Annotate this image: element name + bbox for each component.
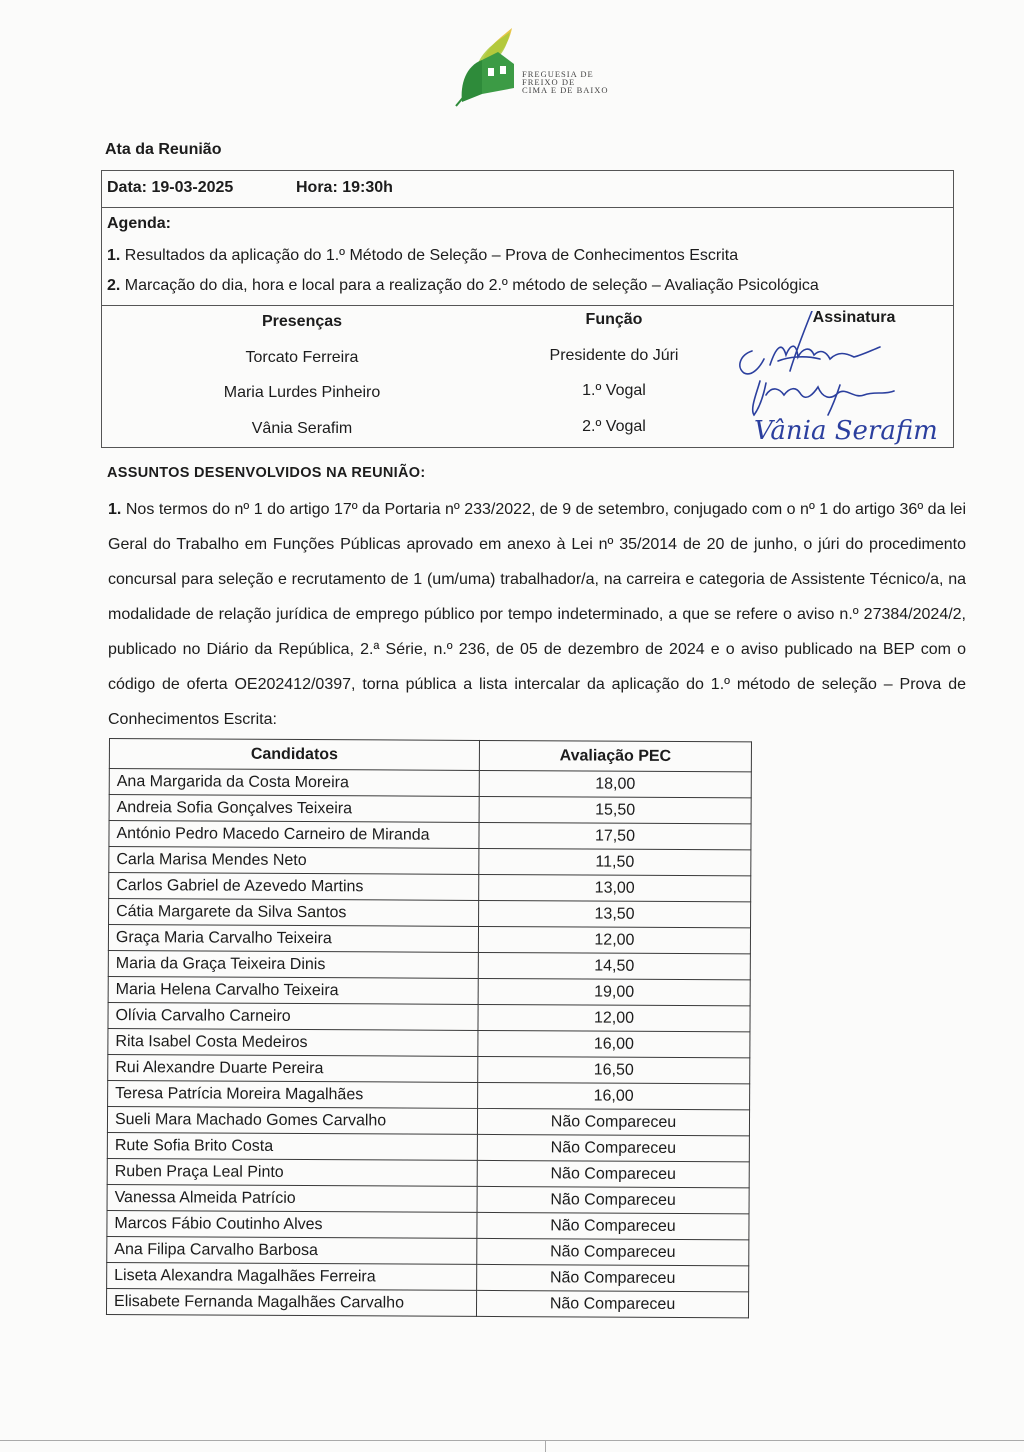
- candidates-header: Candidatos: [109, 739, 479, 771]
- candidate-name: Maria Helena Carvalho Teixeira: [108, 976, 478, 1004]
- candidate-name: Vanessa Almeida Patrício: [107, 1184, 477, 1212]
- candidate-name: Carlos Gabriel de Azevedo Martins: [109, 873, 479, 901]
- table-row: [107, 1262, 749, 1291]
- candidate-name: Andreia Sofia Gonçalves Teixeira: [109, 795, 479, 823]
- candidate-name: Rita Isabel Costa Medeiros: [108, 1028, 478, 1056]
- table-row: [108, 1080, 750, 1109]
- candidate-score: Não Compareceu: [477, 1212, 749, 1239]
- candidate-score: Não Compareceu: [477, 1160, 749, 1187]
- candidate-name: Liseta Alexandra Magalhães Ferreira: [107, 1262, 477, 1290]
- meeting-time: Hora: 19:30h: [296, 179, 393, 196]
- candidate-score: 19,00: [478, 978, 750, 1005]
- table-row: [107, 1106, 749, 1135]
- candidate-name: Ana Filipa Carvalho Barbosa: [107, 1236, 477, 1264]
- member-name: Vânia Serafim: [251, 420, 353, 437]
- signatures: [730, 311, 952, 447]
- candidate-score: Não Compareceu: [477, 1108, 749, 1135]
- section-title: ASSUNTOS DESENVOLVIDOS NA REUNIÃO:: [107, 465, 426, 481]
- candidate-name: Sueli Mara Machado Gomes Carvalho: [107, 1106, 477, 1134]
- member-role: 2.º Vogal: [582, 418, 646, 435]
- candidate-score: 13,00: [479, 874, 751, 901]
- member-role: 1.º Vogal: [582, 382, 646, 399]
- candidate-score: 18,00: [479, 770, 751, 797]
- candidate-name: Elisabete Fernanda Magalhães Carvalho: [106, 1288, 476, 1316]
- table-row: [106, 1288, 748, 1317]
- candidate-name: Marcos Fábio Coutinho Alves: [107, 1210, 477, 1238]
- table-row: [108, 1002, 750, 1031]
- member-role: Presidente do Júri: [549, 347, 679, 364]
- candidate-name: Rute Sofia Brito Costa: [107, 1132, 477, 1160]
- candidate-score: 12,00: [478, 1004, 750, 1031]
- footer-line: [0, 1440, 1024, 1441]
- signature-vania: Vânia Serafim: [754, 416, 938, 446]
- candidate-score: 11,50: [479, 848, 751, 875]
- candidate-score: 16,00: [478, 1082, 750, 1109]
- score-header: Avaliação PEC: [479, 740, 751, 771]
- candidate-score: Não Compareceu: [477, 1238, 749, 1265]
- table-row: [107, 1210, 749, 1239]
- candidate-score: Não Compareceu: [477, 1134, 749, 1161]
- table-row: [109, 769, 751, 798]
- candidate-name: Rui Alexandre Duarte Pereira: [108, 1054, 478, 1082]
- candidate-name: António Pedro Macedo Carneiro de Miranda: [109, 821, 479, 849]
- table-row: [109, 873, 751, 902]
- agenda-label: Agenda:: [107, 215, 171, 232]
- candidate-score: Não Compareceu: [477, 1264, 749, 1291]
- member-name: Torcato Ferreira: [245, 349, 359, 366]
- candidate-name: Maria da Graça Teixeira Dinis: [108, 950, 478, 978]
- candidates-table: [106, 738, 752, 1318]
- table-row: [109, 847, 751, 876]
- agenda-item: 2. Marcação do dia, hora e local para a realização do 2.º método de seleção – Avaliação Psicológica: [107, 277, 819, 294]
- candidate-score: 13,50: [479, 900, 751, 927]
- date-time-row: [102, 171, 953, 208]
- candidate-name: Teresa Patrícia Moreira Magalhães: [108, 1080, 478, 1108]
- presencas-header: Presenças: [261, 313, 343, 330]
- table-row: [107, 1132, 749, 1161]
- member-name: Maria Lurdes Pinheiro: [223, 384, 381, 401]
- candidate-name: Graça Maria Carvalho Teixeira: [108, 925, 478, 953]
- parish-emblem-icon: [452, 24, 522, 110]
- table-row: [108, 925, 750, 954]
- resolution-paragraph: 1. Nos termos do nº 1 do artigo 17º da Portaria nº 233/2022, de 9 de setembro, conjugado com o nº 1 do artigo 36º da lei Geral do Trabalho em Funções Públicas aprovado em anexo à Lei nº 35/2014 de 20 de junho, o júri do procedimento concursal para seleção e recrutamento de 1 (um/uma) trabalhador/a, na carreira e categoria de Assistente Técnico/a, na modalidade de relação jurídica de emprego público por tempo indeterminado, a que se refere o aviso n.º 27384/2024/2, publicado no Diário da República, 2.ª Série, n.º 236, de 05 de dezembro de 2024 e o aviso publicado na BEP com o código de oferta OE202412/0397, torna pública a lista intercalar da aplicação do 1.º método de seleção – Prova de Conhecimentos Escrita:: [108, 501, 966, 728]
- table-row: [109, 795, 751, 824]
- candidate-name: Cátia Margarete da Silva Santos: [109, 899, 479, 927]
- funcao-header: Função: [585, 311, 643, 328]
- table-header-row: [109, 739, 751, 772]
- candidate-name: Olívia Carvalho Carneiro: [108, 1002, 478, 1030]
- candidate-name: Carla Marisa Mendes Neto: [109, 847, 479, 875]
- candidate-score: 15,50: [479, 796, 751, 823]
- candidate-score: 17,50: [479, 822, 751, 849]
- page-title: Ata da Reunião: [105, 141, 222, 158]
- agenda-item: 1. Resultados da aplicação do 1.º Método de Seleção – Prova de Conhecimentos Escrita: [107, 247, 739, 264]
- meeting-date: Data: 19-03-2025: [107, 179, 234, 196]
- table-row: [109, 821, 751, 850]
- table-row: [108, 976, 750, 1005]
- candidate-score: 12,00: [478, 926, 750, 953]
- table-row: [109, 899, 751, 928]
- candidate-score: 16,00: [478, 1030, 750, 1057]
- table-row: [107, 1158, 749, 1187]
- table-row: [107, 1236, 749, 1265]
- table-row: [108, 1054, 750, 1083]
- assinatura-header: Assinatura: [812, 309, 896, 326]
- candidate-name: Ruben Praça Leal Pinto: [107, 1158, 477, 1186]
- parish-logo: [452, 24, 632, 110]
- candidate-name: Ana Margarida da Costa Moreira: [109, 769, 479, 797]
- table-row: [108, 950, 750, 979]
- candidate-score: 16,50: [478, 1056, 750, 1083]
- logo-text: FREGUESIA DE FREIXO DE CIMA E DE BAIXO: [522, 69, 609, 95]
- divider: [102, 305, 953, 306]
- table-row: [108, 1028, 750, 1057]
- meeting-header-box: [101, 170, 954, 448]
- candidate-score: Não Compareceu: [476, 1290, 748, 1317]
- candidate-score: Não Compareceu: [477, 1186, 749, 1213]
- candidate-score: 14,50: [478, 952, 750, 979]
- table-row: [107, 1184, 749, 1213]
- footer-tick: [545, 1440, 546, 1452]
